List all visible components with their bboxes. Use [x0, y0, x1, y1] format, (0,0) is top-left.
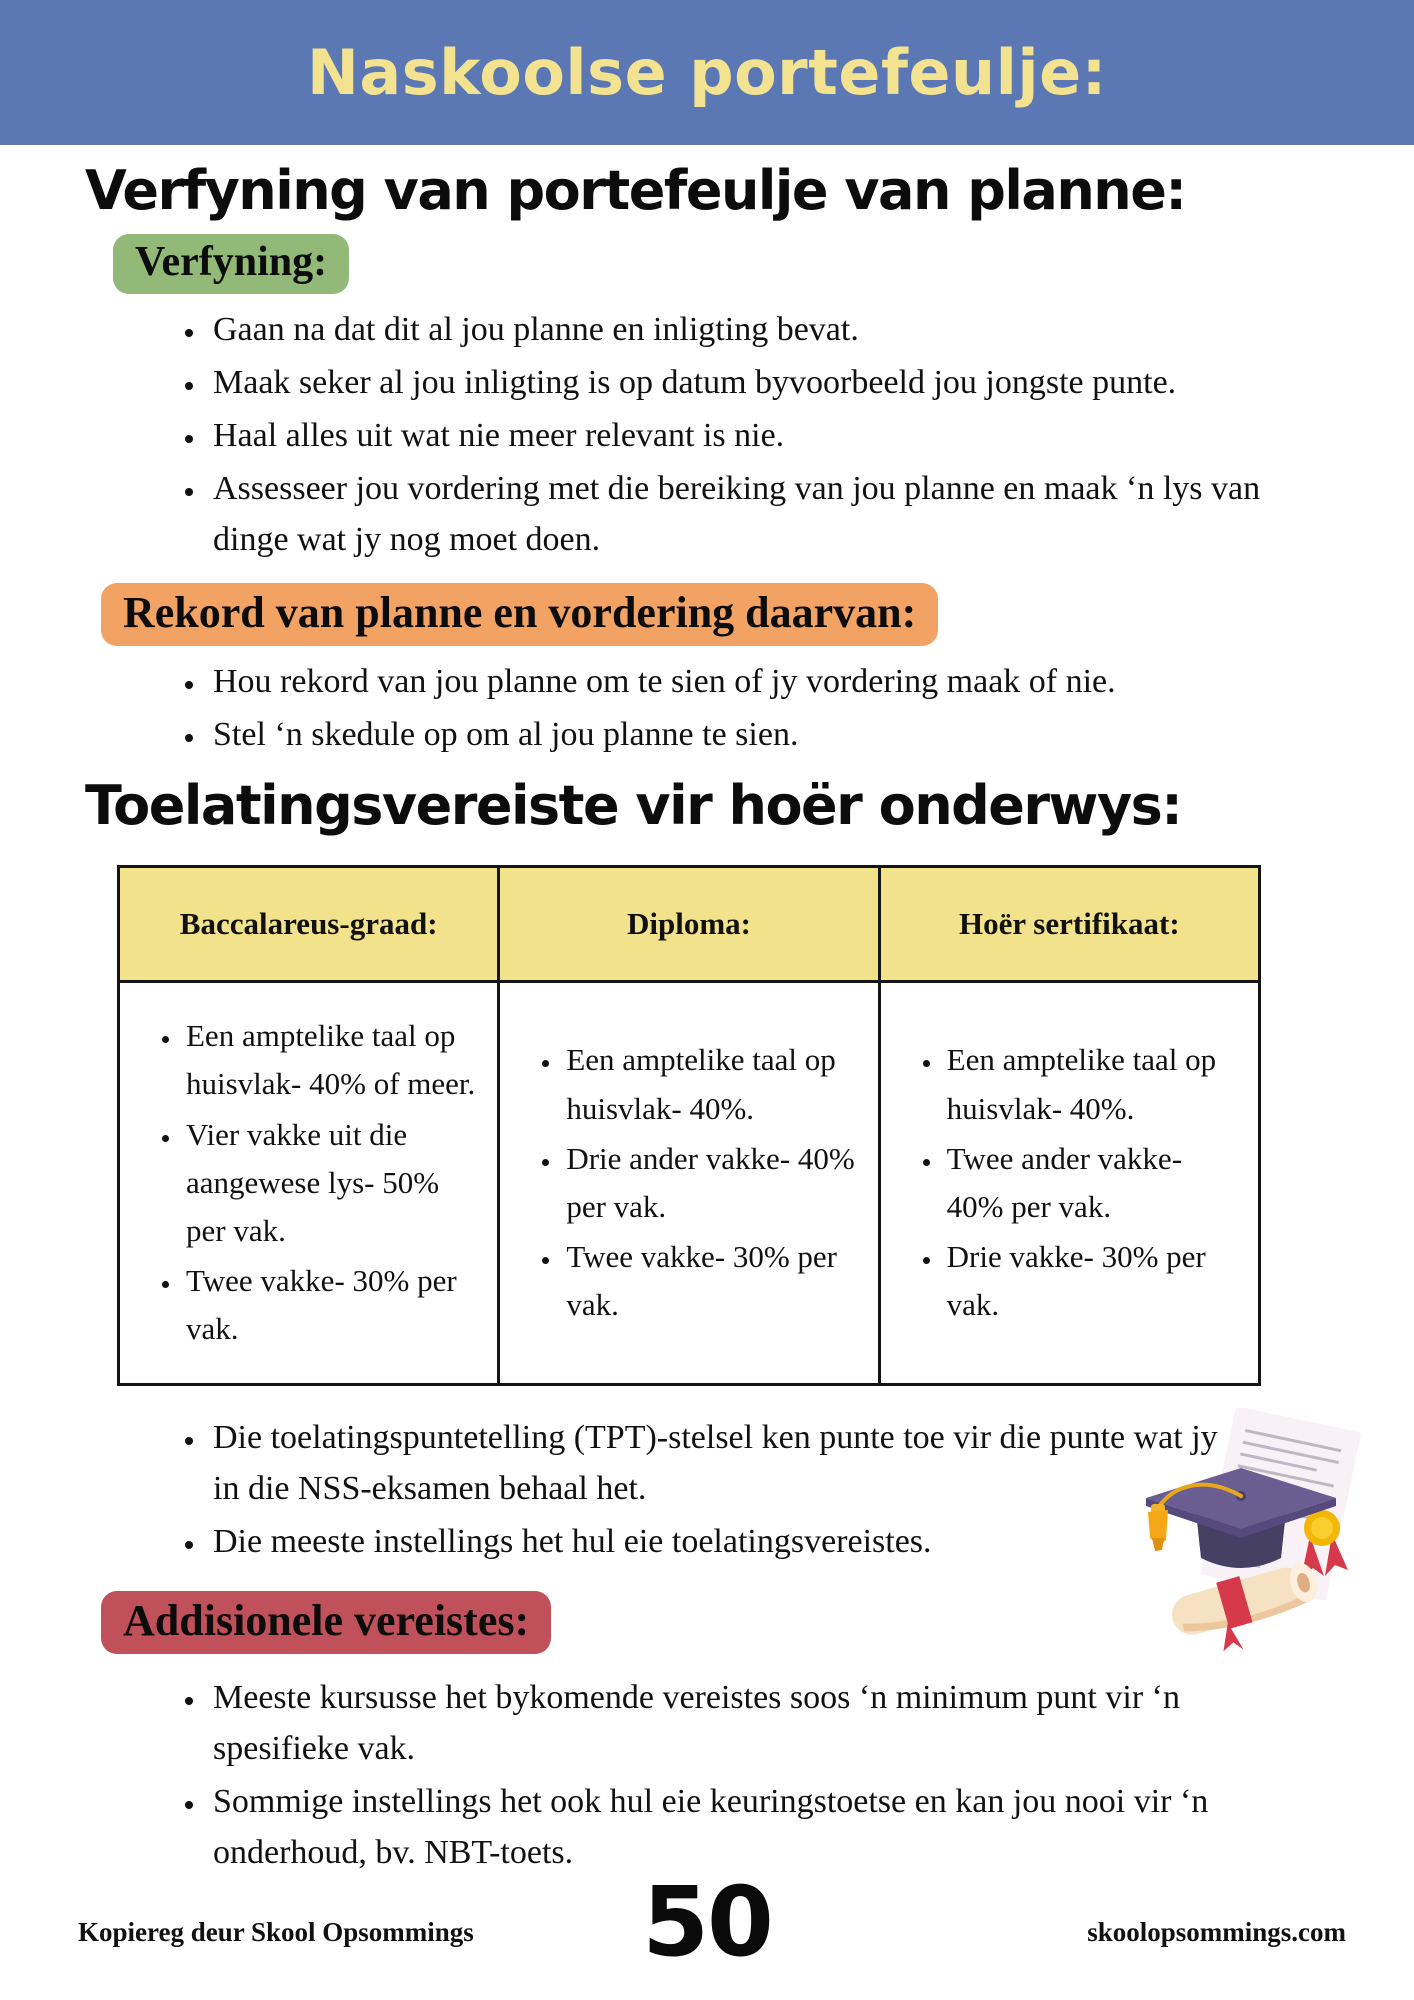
record-bullet-list: [85, 656, 1329, 760]
admission-bullet-list: [85, 1412, 1227, 1567]
cell-sertifikaat: [879, 981, 1259, 1384]
list-item: • Drie ander vakke- 40% per vak.: [562, 1135, 857, 1231]
list-item: • Twee ander vakke- 40% per vak.: [943, 1135, 1238, 1231]
refinement-bullet-list: [85, 304, 1329, 565]
page-number: 50: [642, 1866, 772, 1978]
diploma-bullet-list: [526, 1036, 857, 1328]
list-item: • Stel ‘n skedule op om al jou planne te sien.: [207, 709, 1329, 760]
list-item: • Drie vakke- 30% per vak.: [943, 1233, 1238, 1329]
column-header-baccalareus: Baccalareus-graad:: [119, 866, 499, 981]
list-item: • Twee vakke- 30% per vak.: [182, 1257, 477, 1353]
list-item: • Meeste kursusse het bykomende vereistes soos ‘n minimum punt vir ‘n spesifieke vak.: [207, 1672, 1227, 1774]
graduation-cap-diploma-certificate-icon: [1118, 1408, 1374, 1654]
list-item: • Die meeste instellings het hul eie toelatingsvereistes.: [207, 1516, 1227, 1567]
section-heading-refinement: Verfyning van portefeulje van planne:: [85, 159, 1186, 222]
list-item: • Die toelatingspuntetelling (TPT)-stelsel ken punte toe vir die punte wat jy in die NSS-eksamen behaal het.: [207, 1412, 1227, 1514]
table-header-row: [119, 866, 1260, 981]
label-addisionele: Addisionele vereistes:: [101, 1591, 551, 1654]
label-verfyning: Verfyning:: [113, 234, 349, 294]
graduation-illustration: [1118, 1408, 1374, 1654]
website-text: skoolopsommings.com: [1087, 1917, 1346, 1947]
label-rekord: Rekord van planne en vordering daarvan:: [101, 583, 938, 646]
sertifikaat-bullet-list: [907, 1036, 1238, 1328]
additional-bullet-list: [85, 1672, 1227, 1878]
list-item: • Een amptelike taal op huisvlak- 40%.: [943, 1036, 1238, 1132]
list-item: • Maak seker al jou inligting is op datum byvoorbeeld jou jongste punte.: [207, 357, 1329, 408]
baccalareus-bullet-list: [146, 1012, 477, 1352]
list-item: • Gaan na dat dit al jou planne en inligting bevat.: [207, 304, 1329, 355]
column-header-diploma: Diploma:: [499, 866, 879, 981]
admission-requirements-table: [117, 865, 1261, 1386]
list-item: • Een amptelike taal op huisvlak- 40% of meer.: [182, 1012, 477, 1108]
copyright-text: Kopiereg deur Skool Opsommings: [78, 1917, 474, 1947]
cell-diploma: [499, 981, 879, 1384]
page-title: Naskoolse portefeulje:: [307, 36, 1107, 109]
list-item: • Een amptelike taal op huisvlak- 40%.: [562, 1036, 857, 1132]
list-item: • Vier vakke uit die aangewese lys- 50% per vak.: [182, 1111, 477, 1255]
list-item: • Haal alles uit wat nie meer relevant is nie.: [207, 410, 1329, 461]
section-heading-admission: Toelatingsvereiste vir hoër onderwys:: [85, 773, 1182, 837]
cell-baccalareus: [119, 981, 499, 1384]
list-item: • Hou rekord van jou planne om te sien of jy vordering maak of nie.: [207, 656, 1329, 707]
list-item: • Sommige instellings het ook hul eie keuringstoetse en kan jou nooi vir ‘n onderhoud, bv. NBT-toets.: [207, 1776, 1227, 1878]
table-body-row: [119, 981, 1260, 1384]
list-item: • Assesseer jou vordering met die bereiking van jou planne en maak ‘n lys van dinge wat jy nog moet doen.: [207, 463, 1329, 565]
column-header-sertifikaat: Hoër sertifikaat:: [879, 866, 1259, 981]
list-item: • Twee vakke- 30% per vak.: [562, 1233, 857, 1329]
page-header-band: [0, 0, 1414, 145]
